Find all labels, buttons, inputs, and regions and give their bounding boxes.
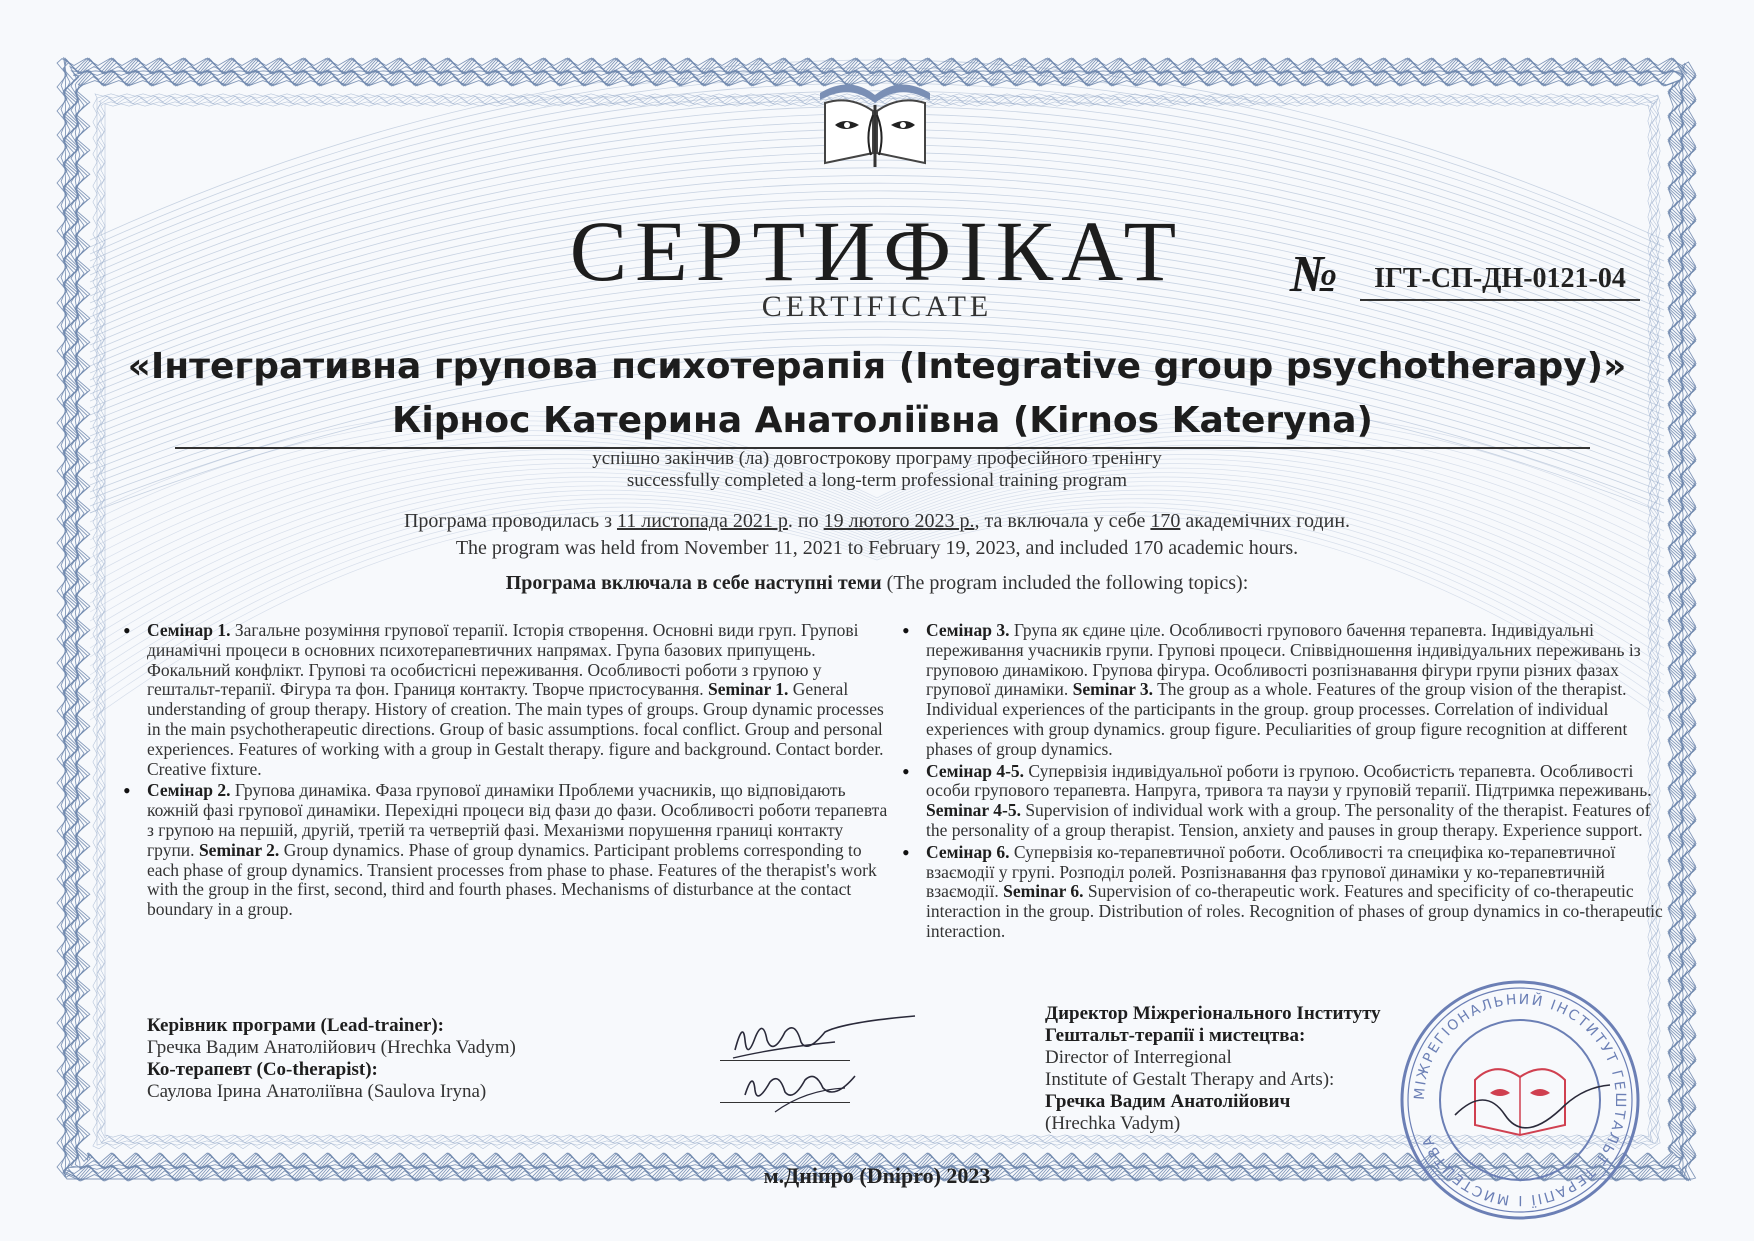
recipient-name: Кірнос Катерина Анатоліївна (Kirnos Kateryna): [175, 400, 1590, 449]
seminar-text-en: The group as a whole. Features of the group vision of the therapist. Individual experiences of the participants in the group. group processes. Correlation of individual experiences with group dynamics. group figure. Peculiarities of group figure recognition at different phases of group dynamics.: [926, 679, 1628, 759]
signatories-left: [147, 1015, 516, 1103]
director-en-line-2: Institute of Gestalt Therapy and Arts):: [1045, 1069, 1335, 1090]
seminar-text-ua: Групова динаміка. Фаза групової динаміки Проблеми учасників, що відповідають кожній фазі групової динаміки. Перехідні процеси від фази до фази. Особливості роботи терапевта з групою на першій, другій, третій та четвертій фазі. Механізми порушення границі контакту групи.: [147, 780, 888, 860]
city-year: м.Дніпро (Dnipro) 2023: [763, 1163, 991, 1188]
director-label-line-1: Директор Міжрегіонального Інституту: [1045, 1003, 1381, 1024]
bullet-icon: •: [123, 618, 131, 643]
dates-connector: . по: [787, 510, 824, 532]
co-therapist-name: Саулова Ірина Анатоліївна (Saulova Iryna): [147, 1081, 487, 1102]
director-name: Гречка Вадим Анатолійович: [1045, 1091, 1291, 1112]
seminar-text-ua: Супервізія ко-терапевтичної роботи. Особливості та специфіка ко-терапевтичної взаємодії у групі. Розподіл ролей. Розпізнавання фаз групової динаміки у ко-терапевтичній взаємодії.: [926, 841, 1616, 902]
seminar-text-en: Group dynamics. Phase of group dynamics. Participant problems corresponding to each phase of group dynamics. Transient processes from phase to phase. Features of the therapist's work with the group in the first, second, third and fourth phases. Mechanisms of disturbance at the contact boundary in a group.: [147, 839, 877, 920]
seminar-title-ua: Семінар 3.: [926, 620, 1010, 640]
certificate-title: СЕРТИФІКАТ: [569, 203, 1185, 299]
director-en-line-1: Director of Interregional: [1045, 1047, 1232, 1068]
book-face-logo-icon: [815, 55, 935, 175]
bullet-icon: •: [902, 618, 910, 643]
seminar-title-en: Seminar 1.: [708, 679, 789, 700]
completion-text-en: successfully completed a long-term professional training program: [626, 470, 1128, 491]
topics-heading-en: (The program included the following topics):: [881, 572, 1249, 594]
director-name-en: (Hrechka Vadym): [1045, 1113, 1181, 1134]
program-dates-en: The program was held from November 11, 2021 to February 19, 2023, and included 170 academic hours.: [455, 537, 1299, 559]
signatory-right: [1045, 1003, 1381, 1135]
lead-trainer-label: Керівник програми (Lead-trainer):: [147, 1015, 444, 1036]
seminar-text-ua: Загальне розуміння групової терапії. Історія створення. Основні види груп. Групові динамічні процеси в основних психотерапевтичних напрямах. Група базових припущень. Фокальний конфлікт. Групові та особистісні переживання. Особливості роботи з групою у гештальт-терапії. Фігура та фон. Границя контакту. Творче пристосування.: [147, 620, 859, 700]
director-label-line-2: Гештальт-терапії і мистецтва:: [1045, 1025, 1306, 1046]
seminar-item: [902, 618, 1672, 760]
seminar-title-ua: Семінар 6.: [926, 841, 1010, 862]
seminar-title-ua: Семінар 1.: [147, 620, 231, 640]
dates-suffix: академічних годин.: [1180, 510, 1351, 532]
seminar-item: [123, 618, 893, 779]
seminar-item: [902, 758, 1672, 841]
seminar-title-ua: Семінар 2.: [147, 780, 231, 801]
topics-heading: [0, 572, 1754, 595]
program-dates-ua: [0, 508, 1754, 535]
end-date: 19 лютого 2023 р.: [823, 510, 975, 532]
bullet-icon: •: [123, 778, 131, 804]
completion-text-ua: успішно закінчив (ла) довгострокову програму професійного тренінгу: [592, 448, 1162, 469]
seminar-title-en: Seminar 2.: [198, 839, 280, 860]
start-date: 11 листопада 2021 р: [616, 510, 788, 532]
bullet-icon: •: [902, 758, 910, 784]
topics-heading-ua: Програма включала в себе наступні теми: [505, 572, 882, 594]
certificate-subtitle: CERTIFICATE: [761, 290, 993, 323]
seminar-text-ua: Супервізія індивідуальної роботи із групою. Особистість терапевта. Особливості особи групового терапевта. Напруга, тривога та паузи у груповій терапії. Підтримка переживань.: [926, 760, 1652, 801]
completion-text: [0, 448, 1754, 492]
lead-trainer-name: Гречка Вадим Анатолійович (Hrechka Vadym): [147, 1037, 516, 1058]
seal-text: МІЖРЕГІОНАЛЬНИЙ ІНСТИТУТ ГЕШТАЛЬТ-ТЕРАПІЇ І МИСТЕЦТВА: [1411, 991, 1629, 1209]
program-dates: [0, 508, 1754, 562]
program-name: «Інтегративна групова психотерапія (Integrative group psychotherapy)»: [127, 346, 1627, 387]
number-value: ІГТ-СП-ДН-0121-04: [1360, 263, 1640, 301]
seminar-text-en: Supervision of individual work with a group. The personality of the therapist. Features of the personality of a group therapist. Tension, anxiety and pauses in group therapy. Experience support.: [926, 800, 1651, 840]
dates-prefix: Програма проводилась з: [403, 510, 617, 532]
seminar-title-ua: Семінар 4-5.: [926, 760, 1025, 781]
certificate-number: [1290, 245, 1670, 305]
bullet-icon: •: [902, 839, 910, 865]
seminar-item: [902, 839, 1672, 942]
hours-count: 170: [1150, 510, 1181, 532]
seminar-title-en: Seminar 3.: [1072, 679, 1154, 700]
seminar-text-ua: Група як єдине ціле. Особливості групового бачення терапевта. Індивідуальні переживання учасників групи. Групові процеси. Співвідношення індивідуальних переживань із груповою динамікою. Групова фігура. Особливості розпізнавання фігури групи різних фазах групової динаміки.: [926, 620, 1641, 700]
handwritten-signatures-icon: [715, 1010, 935, 1125]
seminar-text-en: Supervision of co-therapeutic work. Features and specificity of co-therapeutic interaction in the group. Distribution of roles. Recognition of phases of group dynamics in co-therapeutic interaction.: [926, 881, 1663, 941]
seminar-title-en: Seminar 6.: [1003, 881, 1084, 902]
seminar-item: [123, 778, 893, 920]
topics-left-column: [123, 618, 893, 922]
topics-right-column: [902, 618, 1672, 944]
seminar-text-en: General understanding of group therapy. History of creation. The main types of groups. Group dynamic processes in the main psychotherapeutic directions. Group of basic assumptions. focal conflict. Group and personal experiences. Features of working with a group in Gestalt therapy. figure and background. Contact border. Creative fixture.: [147, 679, 884, 779]
seminar-title-en: Seminar 4-5.: [926, 800, 1021, 821]
dates-connector-2: , та включала у себе: [974, 510, 1151, 532]
number-sign: №: [1290, 246, 1338, 303]
co-therapist-label: Ко-терапевт (Co-therapist):: [147, 1059, 378, 1080]
